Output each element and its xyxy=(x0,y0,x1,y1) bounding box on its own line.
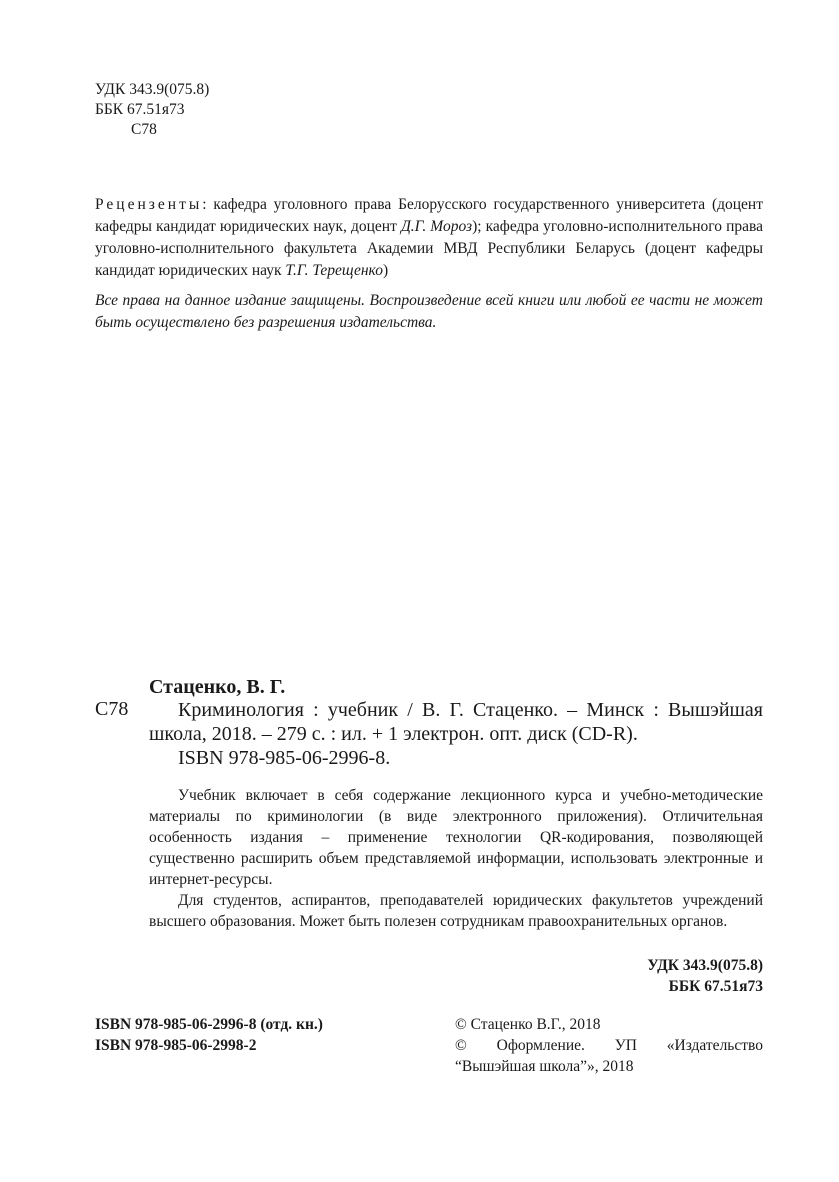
annotation xyxy=(149,785,763,932)
rights-notice: Все права на данное издание защищены. Воспроизведение всей книги или любой ее части не может быть осуществлено без разрешения издательства. xyxy=(95,292,763,331)
bibliographic-code: С78 xyxy=(95,698,129,720)
reviewers-text-3: ) xyxy=(382,262,389,279)
reviewers-paragraph xyxy=(95,194,763,282)
isbn-line: ISBN 978-985-06-2998-2 xyxy=(95,1037,257,1054)
reviewers-text-2: ); кафедра уголовно-исполнительного права уголовно-исполнительного факультета Академии МВД Республики Беларусь (доцент кафедры кандидат юридических наук xyxy=(95,218,763,279)
annotation-paragraph-1: Учебник включает в себя содержание лекционного курса и учебно-методические материалы по криминологии (в виде электронного приложения). Отличительная особенность издания – применение технологии QR-кодирования, позволяющей существенно расширить объем представляемой информации, использовать электронные и интернет-ресурсы. xyxy=(149,787,763,888)
copyright-design: © Оформление. УП «Издательство “Вышэйшая школа”», 2018 xyxy=(455,1037,763,1075)
classification-block xyxy=(95,80,209,140)
bibliographic-isbn: ISBN 978-985-06-2996-8. xyxy=(178,747,391,769)
udk-code: УДК 343.9(075.8) xyxy=(95,81,210,98)
bbk-code: ББК 67.51я73 xyxy=(95,101,185,118)
reviewer-name-1: Д.Г. Мороз xyxy=(400,218,473,235)
reviewers-label: Рецензенты xyxy=(95,196,203,213)
bottom-bbk: ББК 67.51я73 xyxy=(668,978,763,995)
bottom-udk: УДК 343.9(075.8) xyxy=(647,957,763,974)
reviewer-name-2: Т.Г. Терещенко xyxy=(285,262,383,279)
reviewers-text-1: : кафедра уголовного права Белорусского государственного университета (доцент кафедры кандидат юридических наук, доцент xyxy=(95,196,763,235)
isbn-list xyxy=(95,1014,323,1056)
copyright-author: © Стаценко В.Г., 2018 xyxy=(455,1016,601,1033)
author-mark: С78 xyxy=(131,121,157,138)
author-heading: Стаценко, В. Г. xyxy=(149,676,286,698)
copyright-block xyxy=(455,1014,763,1077)
isbn-line: ISBN 978-985-06-2996-8 (отд. кн.) xyxy=(95,1016,323,1033)
annotation-paragraph-2: Для студентов, аспирантов, преподавателей юридических факультетов учреждений высшего образования. Может быть полезен сотрудникам правоохранительных органов. xyxy=(149,892,763,930)
bibliographic-description: Криминология : учебник / В. Г. Стаценко. – Минск : Вышэйшая школа, 2018. – 279 с. : ил. + 1 электрон. опт. диск (CD-R). xyxy=(149,699,763,745)
bottom-classification xyxy=(647,955,763,997)
bibliographic-record xyxy=(149,698,763,770)
